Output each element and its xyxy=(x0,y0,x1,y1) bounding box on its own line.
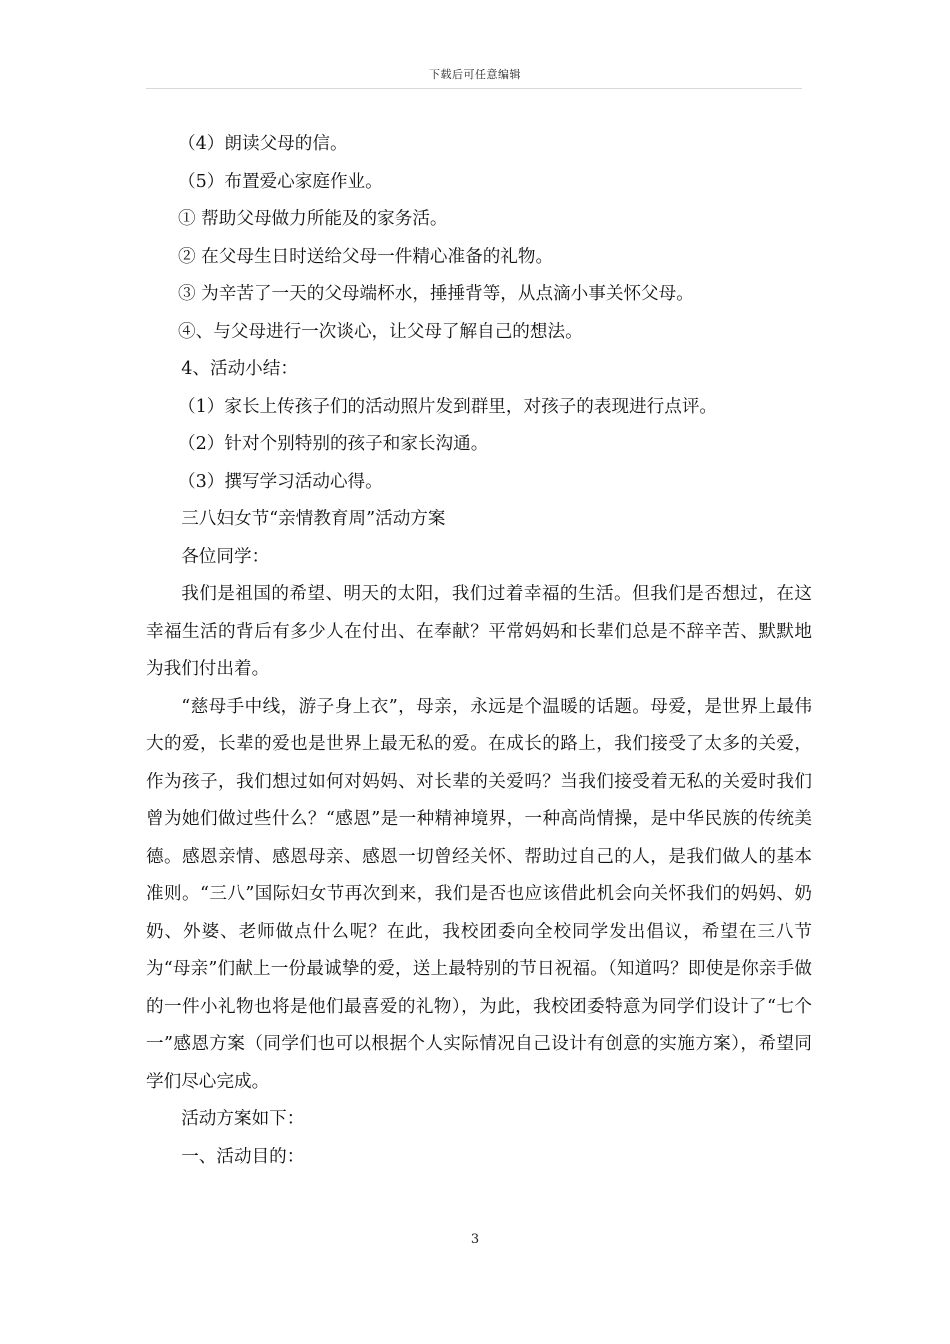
list-item: ① 帮助父母做力所能及的家务活。 xyxy=(178,209,448,229)
list-item: （2）针对个别特别的孩子和家长沟通。 xyxy=(178,434,489,454)
document-body xyxy=(146,126,812,1176)
paragraph: 我们是祖国的希望、明天的太阳，我们过着幸福的生活。但我们是否想过，在这幸福生活的背后有多少人在付出、在奉献？平常妈妈和长辈们总是不辞辛苦、默默地为我们付出着。 xyxy=(146,584,812,679)
list-item: ④、与父母进行一次谈心，让父母了解自己的想法。 xyxy=(178,321,583,342)
list-item: （1）家长上传孩子们的活动照片发到群里，对孩子的表现进行点评。 xyxy=(178,396,718,417)
list-item: ③ 为辛苦了一天的父母端杯水，捶捶背等，从点滴小事关怀父母。 xyxy=(178,284,694,304)
list-item: （3）撰写学习活动心得。 xyxy=(178,471,383,492)
list-item: （4）朗读父母的信。 xyxy=(178,134,348,154)
page-header: 下载后可任意编辑 xyxy=(429,68,521,81)
section-heading: 4、活动小结： xyxy=(181,359,298,379)
header-divider xyxy=(146,88,802,89)
salutation: 各位同学： xyxy=(181,546,270,567)
paragraph: 活动方案如下： xyxy=(181,1109,305,1129)
page-number: 3 xyxy=(470,1232,480,1247)
document-title: 三八妇女节“亲情教育周”活动方案 xyxy=(181,509,446,529)
section-heading: 一、活动目的： xyxy=(181,1146,305,1167)
list-item: （5）布置爱心家庭作业。 xyxy=(178,171,383,192)
list-item: ② 在父母生日时送给父母一件精心准备的礼物。 xyxy=(178,246,554,267)
paragraph: “慈母手中线，游子身上衣”，母亲，永远是个温暖的话题。母爱，是世界上最伟大的爱，长辈的爱也是世界上最无私的爱。在成长的路上，我们接受了太多的关爱，作为孩子，我们想过如何对妈妈、对长辈的关爱吗？当我们接受着无私的关爱时我们曾为她们做过些什么？“感恩”是一种精神境界，一种高尚情操，是中华民族的传统美德。感恩亲情、感恩母亲、感恩一切曾经关怀、帮助过自己的人，是我们做人的基本准则。“三八”国际妇女节再次到来，我们是否也应该借此机会向关怀我们的妈妈、奶奶、外婆、老师做点什么呢？在此，我校团委向全校同学发出倡议，希望在三八节为“母亲”们献上一份最诚挚的爱，送上最特别的节日祝福。（知道吗？即使是你亲手做的一件小礼物也将是他们最喜爱的礼物），为此，我校团委特意为同学们设计了“七个一”感恩方案（同学们也可以根据个人实际情况自己设计有创意的实施方案），希望同学们尽心完成。 xyxy=(146,696,812,1092)
